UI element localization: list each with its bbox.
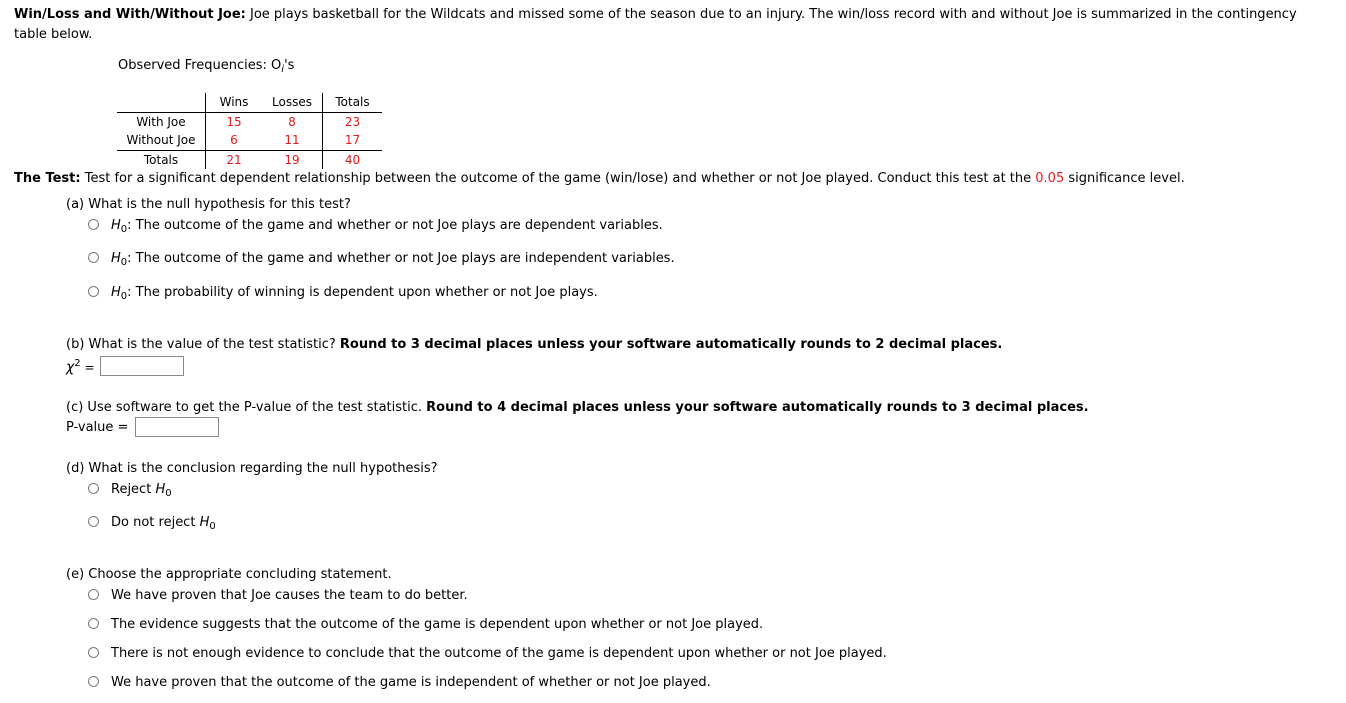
cell-wins: 21 [206,150,263,169]
table-row [117,131,382,150]
table-header-row [117,93,382,112]
part-e-option-4-radio[interactable] [88,676,99,687]
caption-suffix: 's [284,58,295,73]
option-text: : The outcome of the game and whether or not Joe plays are independent variables. [127,251,675,266]
option-text: Reject [111,482,156,497]
part-d-option-1[interactable] [111,482,172,499]
option-text: : The outcome of the game and whether or not Joe plays are dependent variables. [127,218,663,233]
chi-symbol: χ [66,359,75,376]
h-symbol: H [111,251,121,266]
cell-totals: 17 [323,131,383,150]
intro-line-1 [14,7,1297,22]
part-d-question: (d) What is the conclusion regarding the null hypothesis? [66,461,438,476]
part-e-option-1[interactable]: We have proven that Joe causes the team to do better. [111,588,468,603]
part-e-option-1-radio[interactable] [88,589,99,600]
test-text-after: significance level. [1064,171,1185,186]
cell-wins: 15 [206,112,263,131]
part-a-option-2[interactable] [111,251,675,268]
caption-prefix: Observed Frequencies: O [118,58,282,73]
part-e-option-2[interactable]: The evidence suggests that the outcome of the game is dependent upon whether or not Joe played. [111,617,764,632]
p-value-input[interactable] [135,417,219,437]
option-text: Do not reject [111,515,200,530]
equals-sign: = [80,360,95,375]
part-c-question-text: (c) Use software to get the P-value of the test statistic. [66,400,427,415]
cell-totals: 23 [323,112,383,131]
part-b-instruction: Round to 3 decimal places unless your software automatically rounds to 2 decimal places. [339,337,1003,352]
table-row [117,112,382,131]
h-symbol: H [199,515,210,530]
row-label: Without Joe [126,133,196,148]
test-label: The Test: [14,171,81,186]
header-totals: Totals [323,93,383,112]
row-label: With Joe [117,112,206,131]
h-symbol: H [155,482,166,497]
header-wins: Wins [206,93,263,112]
part-e-option-2-radio[interactable] [88,618,99,629]
part-e-question: (e) Choose the appropriate concluding statement. [66,567,392,582]
cell-wins: 6 [206,131,263,150]
contingency-table [117,93,382,169]
intro-text-1: Joe plays basketball for the Wildcats and missed some of the season due to an injury. The win/loss record with and without Joe is summarized in the contingency [245,7,1297,22]
part-c-question [66,400,1089,415]
cell-losses: 19 [262,150,323,169]
part-e-option-4[interactable]: We have proven that the outcome of the game is independent of whether or not Joe played. [111,675,711,690]
h-sub: 0 [165,488,172,499]
intro-text-2: table below. [14,27,93,42]
part-e-option-3-radio[interactable] [88,647,99,658]
h-sub: 0 [120,291,128,302]
cell-totals: 40 [323,150,383,169]
cell-losses: 8 [262,112,323,131]
test-text-before: Test for a significant dependent relationship between the outcome of the game (win/lose) and whether or not Joe played. Conduct this test at the [80,171,1036,186]
part-a-option-2-radio[interactable] [88,252,99,263]
option-text: : The probability of winning is dependent upon whether or not Joe plays. [127,285,598,300]
chi-sup: 2 [74,358,81,369]
part-d-option-2[interactable] [111,515,216,532]
h-sub: 0 [120,257,128,268]
chi-square-label [66,358,95,376]
cell-losses: 11 [284,133,300,148]
part-c-instruction: Round to 4 decimal places unless your software automatically rounds to 3 decimal places. [426,400,1089,415]
header-losses: Losses [272,95,312,110]
h-symbol: H [111,285,121,300]
part-e-option-3[interactable]: There is not enough evidence to conclude that the outcome of the game is dependent upon whether or not Joe played. [111,646,887,661]
p-value-label: P-value = [66,420,129,435]
part-a-question: (a) What is the null hypothesis for this test? [66,197,351,212]
part-a-option-3-radio[interactable] [88,286,99,297]
part-d-option-1-radio[interactable] [88,483,99,494]
problem-title: Win/Loss and With/Without Joe: [14,7,246,22]
caption-sub: i [281,64,285,75]
part-d-option-2-radio[interactable] [88,516,99,527]
table-row [117,150,382,169]
h-sub: 0 [120,224,128,235]
part-a-option-3[interactable] [111,285,598,302]
part-a-option-1-radio[interactable] [88,219,99,230]
alpha-value: 0.05 [1035,171,1065,186]
table-caption [118,58,294,75]
part-b-question [66,337,1002,352]
test-statement [14,171,1185,186]
h-sub: 0 [209,521,216,532]
h-symbol: H [111,218,121,233]
part-a-option-1[interactable] [111,218,663,235]
chi-square-input[interactable] [100,356,184,376]
part-b-question-text: (b) What is the value of the test statistic? [66,337,340,352]
row-label: Totals [117,150,206,169]
